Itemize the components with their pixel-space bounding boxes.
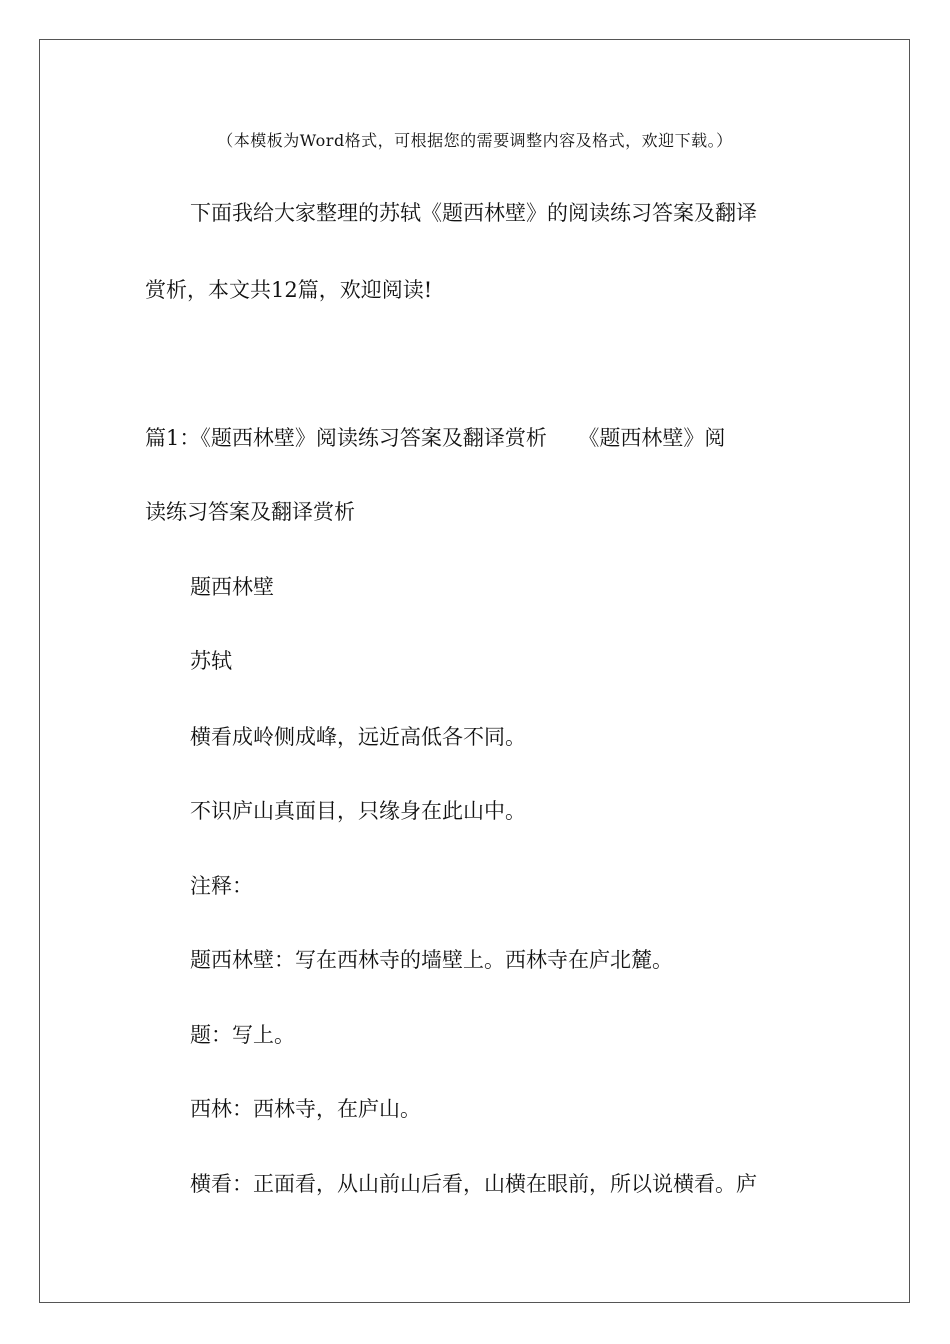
poem-author: 苏轼 <box>190 649 232 673</box>
poem-verse-2: 不识庐山真面目，只缘身在此山中。 <box>190 799 526 823</box>
template-note: （本模板为Word格式，可根据您的需要调整内容及格式，欢迎下载。） <box>217 131 733 150</box>
intro-line-2: 赏析，本文共12篇，欢迎阅读! <box>145 278 433 302</box>
page-frame <box>39 39 910 1303</box>
note-line-1: 题西林壁：写在西林寺的墙壁上。西林寺在庐北麓。 <box>190 948 673 972</box>
note-line-4: 横看：正面看，从山前山后看，山横在眼前，所以说横看。庐 <box>190 1172 757 1196</box>
notes-heading: 注释： <box>190 874 253 898</box>
note-line-2: 题：写上。 <box>190 1023 295 1047</box>
intro-line-1: 下面我给大家整理的苏轼《题西林壁》的阅读练习答案及翻译 <box>190 201 757 225</box>
section-heading-line-1: 篇1：《题西林壁》阅读练习答案及翻译赏析 《题西林壁》阅 <box>145 426 726 450</box>
poem-title: 题西林壁 <box>190 575 274 599</box>
section-heading-line-2: 读练习答案及翻译赏析 <box>145 500 355 524</box>
poem-verse-1: 横看成岭侧成峰，远近高低各不同。 <box>190 725 526 749</box>
note-line-3: 西林：西林寺，在庐山。 <box>190 1097 421 1121</box>
